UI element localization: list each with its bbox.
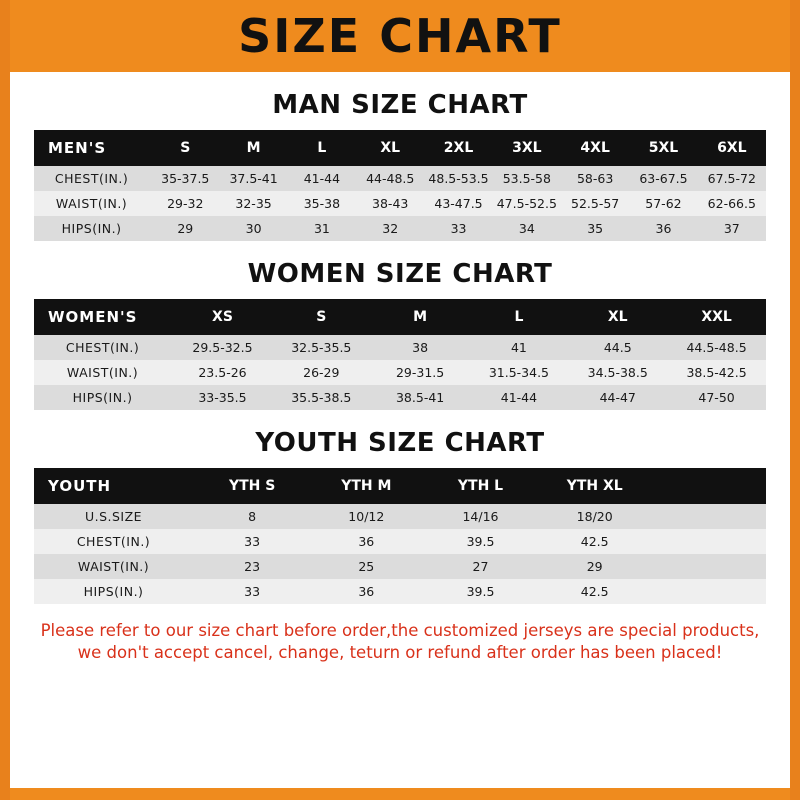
women-chart-wrap (10, 299, 790, 410)
men-chest-3xl: 53.5-58 (502, 171, 551, 186)
women-chest-m: 38 (412, 340, 429, 355)
women-chest-s: 32.5-35.5 (291, 340, 352, 355)
youth-hips-m: 36 (358, 584, 375, 599)
women-header-m: M (371, 299, 470, 335)
youth-ussize-blank (652, 504, 766, 529)
women-table-head (34, 299, 766, 335)
men-chart-wrap (10, 130, 790, 241)
youth-chest-l: 39.5 (466, 534, 495, 549)
youth-waist-m: 25 (358, 559, 375, 574)
youth-ussize-l: 14/16 (462, 509, 499, 524)
men-chest-2xl: 48.5-53.5 (428, 171, 489, 186)
men-hips-m: 30 (245, 221, 262, 236)
men-chest-6xl: 67.5-72 (707, 171, 756, 186)
men-header-xl: XL (356, 130, 424, 166)
men-chest-5xl: 63-67.5 (639, 171, 688, 186)
men-hips-label: HIPS(IN.) (61, 221, 122, 236)
men-chest-s: 35-37.5 (161, 171, 210, 186)
table-row (34, 529, 766, 554)
women-waist-xs: 23.5-26 (198, 365, 247, 380)
women-chest-xs: 29.5-32.5 (192, 340, 253, 355)
women-hips-xl: 44-47 (599, 390, 636, 405)
men-header-label: MEN'S (34, 130, 151, 166)
youth-hips-blank (652, 579, 766, 604)
men-header-s: S (151, 130, 219, 166)
table-row (34, 335, 766, 360)
youth-waist-xl: 29 (586, 559, 603, 574)
men-waist-6xl: 62-66.5 (707, 196, 756, 211)
men-hips-2xl: 33 (450, 221, 467, 236)
women-section-title: WOMEN SIZE CHART (247, 259, 553, 289)
youth-chest-blank (652, 529, 766, 554)
youth-chest-s: 33 (244, 534, 261, 549)
table-row (34, 554, 766, 579)
men-waist-3xl: 47.5-52.5 (496, 196, 557, 211)
youth-hips-s: 33 (244, 584, 261, 599)
men-waist-label: WAIST(IN.) (55, 196, 128, 211)
youth-ussize-m: 10/12 (348, 509, 385, 524)
men-table-head (34, 130, 766, 166)
men-hips-5xl: 36 (655, 221, 672, 236)
page-title: SIZE CHART (238, 9, 562, 63)
youth-ussize-label: U.S.SIZE (84, 509, 143, 524)
women-waist-label: WAIST(IN.) (66, 365, 139, 380)
youth-header-m: YTH M (309, 468, 423, 504)
youth-header-s: YTH S (195, 468, 309, 504)
youth-waist-blank (652, 554, 766, 579)
women-hips-label: HIPS(IN.) (72, 390, 133, 405)
women-hips-xxl: 47-50 (698, 390, 735, 405)
bottom-accent-bar (0, 788, 800, 800)
women-chest-xxl: 44.5-48.5 (686, 340, 747, 355)
youth-header-blank (652, 468, 766, 504)
table-row (34, 579, 766, 604)
men-table-body (34, 166, 766, 241)
footer-note-line1: Please refer to our size chart before order,the customized jerseys are special products, (40, 621, 760, 640)
youth-chest-xl: 42.5 (580, 534, 609, 549)
youth-header-label: YOUTH (34, 468, 195, 504)
youth-hips-xl: 42.5 (580, 584, 609, 599)
men-hips-xl: 32 (382, 221, 399, 236)
table-row (34, 166, 766, 191)
youth-waist-s: 23 (244, 559, 261, 574)
youth-hips-label: HIPS(IN.) (83, 584, 144, 599)
men-header-5xl: 5XL (629, 130, 697, 166)
men-chest-4xl: 58-63 (576, 171, 614, 186)
men-header-6xl: 6XL (698, 130, 766, 166)
men-section-title: MAN SIZE CHART (272, 90, 528, 120)
footer-note (10, 620, 790, 665)
women-header-s: S (272, 299, 371, 335)
women-header-xs: XS (173, 299, 272, 335)
table-header-row (34, 130, 766, 166)
men-chest-xl: 44-48.5 (366, 171, 415, 186)
youth-table-head (34, 468, 766, 504)
men-size-table (34, 130, 766, 241)
men-hips-4xl: 35 (587, 221, 604, 236)
men-waist-xl: 38-43 (372, 196, 409, 211)
women-waist-l: 31.5-34.5 (488, 365, 550, 380)
youth-header-l: YTH L (423, 468, 537, 504)
men-header-m: M (219, 130, 287, 166)
women-chest-label: CHEST(IN.) (65, 340, 140, 355)
women-hips-xs: 33-35.5 (198, 390, 247, 405)
table-row (34, 504, 766, 529)
women-header-xxl: XXL (667, 299, 766, 335)
women-hips-l: 41-44 (500, 390, 538, 405)
women-chest-l: 41 (510, 340, 527, 355)
table-header-row (34, 299, 766, 335)
women-waist-xxl: 38.5-42.5 (686, 365, 747, 380)
men-chest-m: 37.5-41 (229, 171, 278, 186)
youth-size-table (34, 468, 766, 604)
youth-chart-wrap (10, 468, 790, 604)
men-hips-3xl: 34 (518, 221, 535, 236)
women-hips-m: 38.5-41 (395, 390, 445, 405)
men-chest-l: 41-44 (303, 171, 341, 186)
table-row (34, 385, 766, 410)
women-chest-xl: 44.5 (603, 340, 632, 355)
men-waist-5xl: 57-62 (645, 196, 682, 211)
men-waist-4xl: 52.5-57 (571, 196, 620, 211)
table-header-row (34, 468, 766, 504)
men-hips-6xl: 37 (723, 221, 740, 236)
men-chest-label: CHEST(IN.) (54, 171, 129, 186)
men-header-2xl: 2XL (424, 130, 492, 166)
youth-waist-label: WAIST(IN.) (77, 559, 150, 574)
women-size-table (34, 299, 766, 410)
youth-table-body (34, 504, 766, 604)
youth-ussize-s: 8 (248, 509, 257, 524)
page-banner (0, 0, 800, 72)
youth-section-title: YOUTH SIZE CHART (255, 428, 545, 458)
table-row (34, 360, 766, 385)
youth-waist-l: 27 (472, 559, 489, 574)
men-hips-l: 31 (313, 221, 330, 236)
men-hips-s: 29 (177, 221, 194, 236)
men-waist-2xl: 43-47.5 (434, 196, 483, 211)
women-header-l: L (470, 299, 569, 335)
table-row (34, 191, 766, 216)
men-waist-s: 29-32 (167, 196, 204, 211)
youth-header-xl: YTH XL (538, 468, 652, 504)
women-waist-m: 29-31.5 (395, 365, 445, 380)
men-waist-m: 32-35 (235, 196, 272, 211)
youth-ussize-xl: 18/20 (576, 509, 613, 524)
women-table-body (34, 335, 766, 410)
women-waist-xl: 34.5-38.5 (587, 365, 648, 380)
men-header-l: L (288, 130, 356, 166)
women-hips-s: 35.5-38.5 (291, 390, 352, 405)
men-header-4xl: 4XL (561, 130, 629, 166)
youth-hips-l: 39.5 (466, 584, 495, 599)
men-waist-l: 35-38 (303, 196, 341, 211)
men-header-3xl: 3XL (493, 130, 561, 166)
women-header-label: WOMEN'S (34, 299, 173, 335)
table-row (34, 216, 766, 241)
youth-chest-label: CHEST(IN.) (76, 534, 151, 549)
youth-chest-m: 36 (358, 534, 375, 549)
footer-note-line2: we don't accept cancel, change, teturn or refund after order has been placed! (77, 643, 723, 663)
women-header-xl: XL (568, 299, 667, 335)
women-waist-s: 26-29 (303, 365, 340, 380)
